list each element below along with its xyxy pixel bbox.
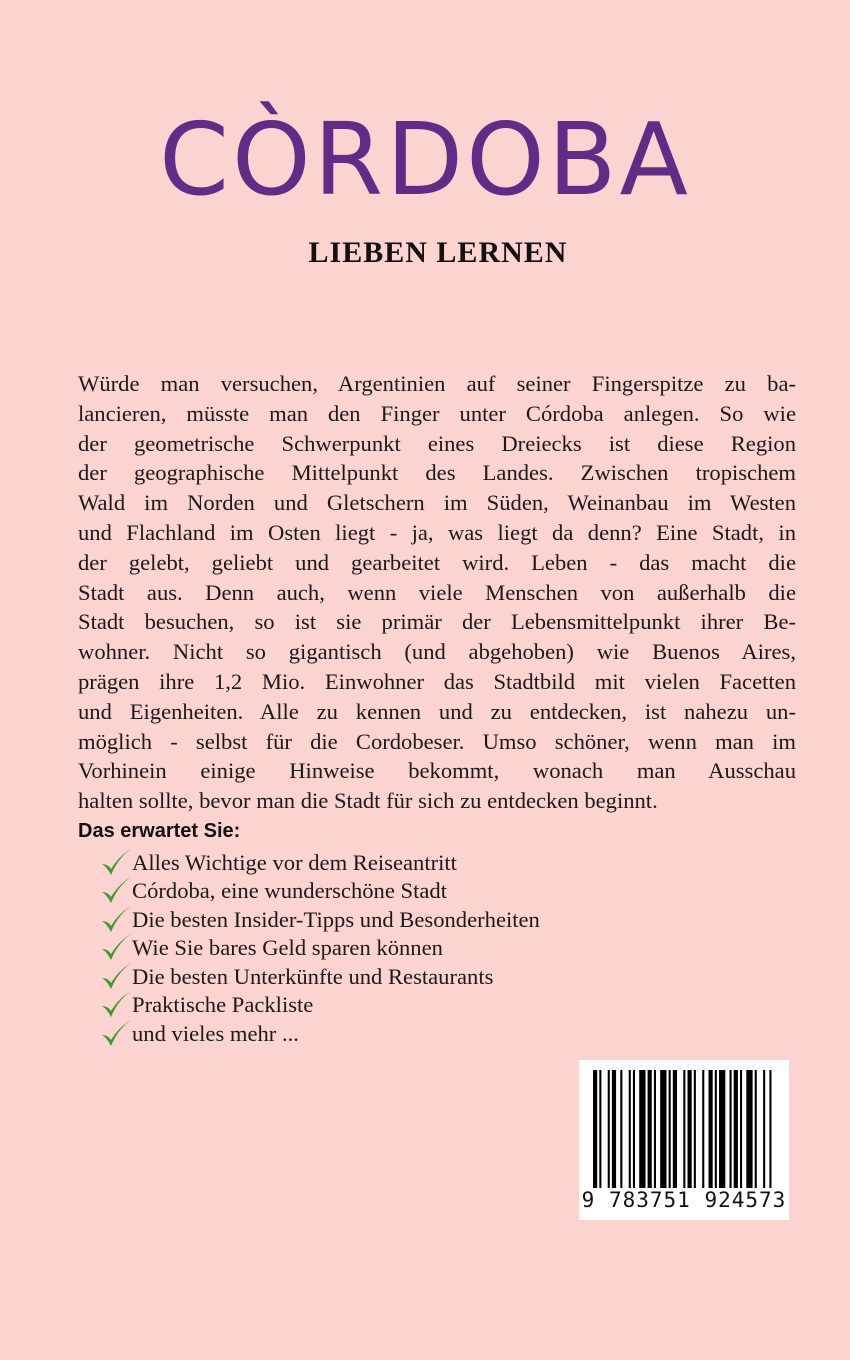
list-item-label: Die besten Insider-Tipps und Besonderheiten bbox=[132, 906, 540, 932]
isbn-barcode bbox=[579, 1060, 789, 1220]
list-item bbox=[100, 933, 540, 962]
list-item-label: Praktische Packliste bbox=[132, 992, 314, 1017]
expect-heading: Das erwartet Sie: bbox=[78, 820, 241, 842]
blurb-line: der gelebt, geliebt und gearbeitet wird. Leben - das macht die bbox=[78, 549, 796, 575]
blurb-line: Vorhinein einige Hinweise bekommt, wonach man Ausschau bbox=[78, 758, 796, 784]
list-item-label: Alles Wichtige vor dem Reiseantritt bbox=[132, 849, 457, 875]
blurb-line: lancieren, müsste man den Finger unter Córdoba anlegen. So wie bbox=[78, 400, 796, 426]
list-item bbox=[100, 847, 540, 876]
blurb-line: möglich - selbst für die Cordobeser. Umso schöner, wenn man im bbox=[78, 728, 796, 754]
list-item bbox=[100, 904, 540, 933]
blurb-line: der geographische Mittelpunkt des Landes. Zwischen tropischem bbox=[78, 460, 796, 486]
blurb-paragraph bbox=[78, 369, 796, 816]
blurb-line: Stadt aus. Denn auch, wenn viele Menschen von außerhalb die bbox=[78, 579, 796, 605]
blurb-line: halten sollte, bevor man die Stadt für sich zu entdecken beginnt. bbox=[78, 788, 658, 814]
checkmark-icon bbox=[100, 933, 132, 961]
list-item bbox=[100, 876, 540, 905]
list-item bbox=[100, 961, 540, 990]
blurb-line: Würde man versuchen, Argentinien auf seiner Fingerspitze zu ba- bbox=[78, 371, 796, 396]
checkmark-icon bbox=[100, 848, 132, 876]
checkmark-icon bbox=[100, 905, 132, 933]
blurb-line: Stadt besuchen, so ist sie primär der Lebensmittelpunkt ihrer Be- bbox=[78, 609, 796, 635]
barcode-bars bbox=[593, 1070, 775, 1188]
checkmark-icon bbox=[100, 1019, 132, 1047]
blurb-line: prägen ihre 1,2 Mio. Einwohner das Stadtbild mit vielen Facetten bbox=[78, 668, 796, 694]
list-item-label: Die besten Unterkünfte und Restaurants bbox=[132, 963, 494, 989]
list-item-label: Córdoba, eine wunderschöne Stadt bbox=[132, 878, 447, 903]
checkmark-icon bbox=[100, 876, 132, 904]
blurb-line: wohner. Nicht so gigantisch (und abgehoben) wie Buenos Aires, bbox=[78, 639, 796, 665]
list-item-label: und vieles mehr ... bbox=[132, 1020, 299, 1046]
list-item bbox=[100, 1018, 540, 1047]
cover-title: CÒRDOBA bbox=[159, 101, 691, 218]
isbn-number: 9 783751 924573 bbox=[581, 1188, 787, 1212]
blurb-line: und Eigenheiten. Alle zu kennen und zu entdecken, ist nahezu un- bbox=[78, 698, 796, 724]
list-item-label: Wie Sie bares Geld sparen können bbox=[132, 935, 443, 960]
blurb-line: Wald im Norden und Gletschern im Süden, Weinanbau im Westen bbox=[78, 490, 796, 516]
checkmark-icon bbox=[100, 990, 132, 1018]
blurb-line: und Flachland im Osten liegt - ja, was liegt da denn? Eine Stadt, in bbox=[78, 519, 796, 545]
cover-subtitle: LIEBEN LERNEN bbox=[308, 236, 568, 269]
blurb-line: der geometrische Schwerpunkt eines Dreiecks ist diese Region bbox=[78, 430, 796, 456]
list-item bbox=[100, 990, 540, 1019]
checkmark-icon bbox=[100, 962, 132, 990]
expect-list bbox=[100, 847, 540, 1047]
